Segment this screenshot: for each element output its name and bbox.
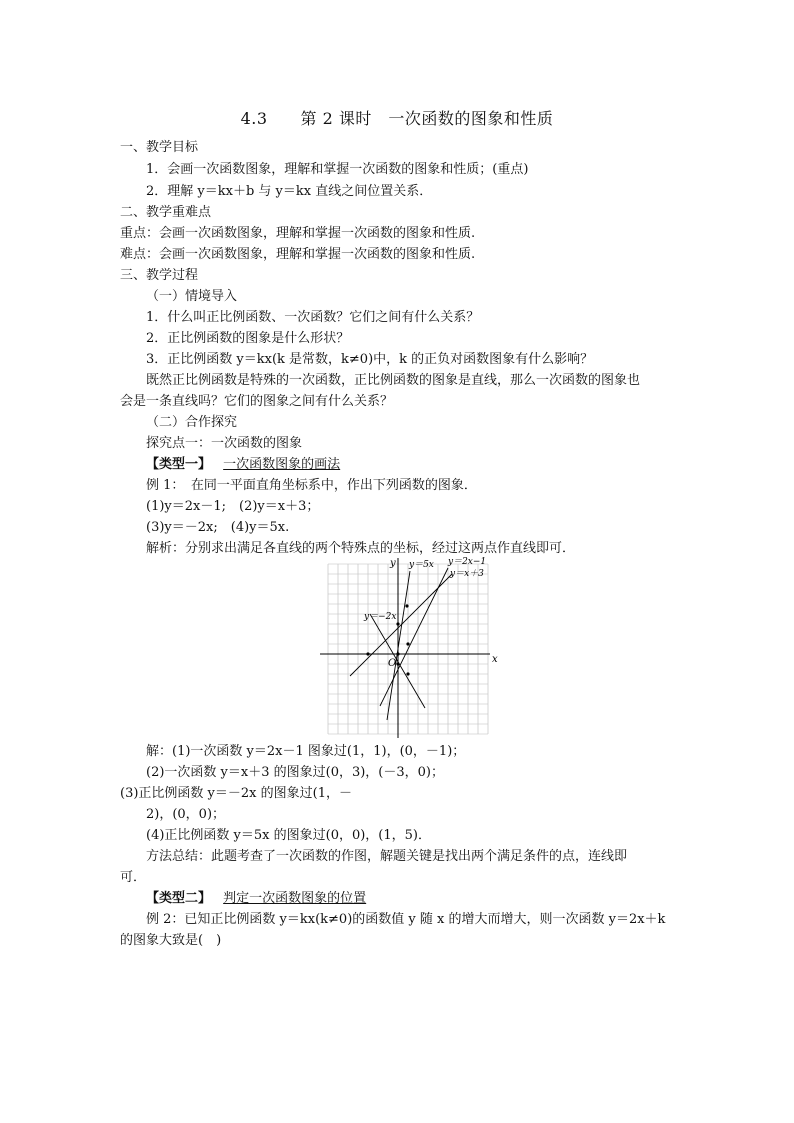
- type-2-tag: 【类型二】: [146, 891, 212, 906]
- key-point: 重点：会画一次函数图象，理解和掌握一次函数的图象和性质.: [120, 226, 476, 241]
- example-2-line-2: 的图象大致是( ): [120, 933, 222, 948]
- solution-1: 解：(1)一次函数 y＝2x－1 图象过(1，1)，(0，－1)；: [146, 744, 466, 759]
- type-2-heading: [146, 889, 366, 909]
- point-1-neg2: [406, 672, 409, 675]
- question-1: 1．什么叫正比例函数、一次函数？它们之间有什么关系？: [146, 310, 480, 325]
- type-1-tag: 【类型一】: [146, 457, 212, 472]
- example-2-line-1: 例 2：已知正比例函数 y＝kx(k≠0)的函数值 y 随 x 的增大而增大，则一次函数 y＝2x＋k: [146, 912, 666, 927]
- type-1-title: 一次函数图象的画法: [223, 457, 341, 472]
- difficult-point: 难点：会画一次函数图象，理解和掌握一次函数的图象和性质.: [120, 247, 476, 262]
- origin-label: O: [388, 658, 397, 669]
- intro-paragraph-line-2: 会是一条直线吗？它们的图象之间有什么关系？: [120, 394, 394, 409]
- label-y-5x: y＝5x: [409, 560, 434, 570]
- analysis: 解析：分别求出满足各直线的两个特殊点的坐标，经过这两点作直线即可．: [146, 541, 576, 556]
- question-2: 2．正比例函数的图象是什么形状？: [146, 331, 350, 346]
- point-0-neg1: [396, 662, 399, 665]
- label-y-neg2x: y＝−2x: [364, 612, 397, 622]
- section-process-heading: 三、教学过程: [120, 268, 199, 283]
- method-summary-line-2: 可．: [120, 870, 147, 885]
- objective-1: 1．会画一次函数图象，理解和掌握一次函数的图象和性质；(重点): [146, 162, 529, 177]
- y-axis-label: y: [390, 558, 396, 569]
- point-origin: [396, 652, 399, 655]
- solution-3-line-1: (3)正比例函数 y＝－2x 的图象过(1，－: [120, 786, 352, 801]
- example-1-functions-a: (1)y＝2x－1; (2)y＝x＋3；: [146, 499, 320, 514]
- point-0-3: [396, 622, 399, 625]
- lesson-title: 4.3 第 2 课时 一次函数的图象和性质: [240, 109, 554, 128]
- function-graph-figure: [320, 556, 500, 738]
- question-3: 3．正比例函数 y＝kx(k 是常数，k≠0)中，k 的正负对函数图象有什么影响？: [146, 352, 594, 367]
- subsection-cooperation: （二）合作探究: [146, 415, 238, 430]
- explore-point-1: 探究点一：一次函数的图象: [146, 436, 303, 451]
- type-2-title: 判定一次函数图象的位置: [223, 891, 367, 906]
- example-1-functions-b: (3)y＝－2x; (4)y＝5x.: [146, 520, 290, 535]
- objective-2: 2．理解 y＝kx＋b 与 y＝kx 直线之间位置关系．: [146, 184, 433, 199]
- subsection-intro: （一）情境导入: [146, 289, 238, 304]
- label-y-x-3: y＝x＋3: [450, 569, 484, 579]
- example-1: 例 1： 在同一平面直角坐标系中，作出下列函数的图象．: [146, 478, 477, 493]
- x-axis-label: x: [492, 654, 498, 665]
- solution-2: (2)一次函数 y＝x＋3 的图象过(0，3)，(－3，0)；: [146, 765, 444, 780]
- type-1-heading: [146, 455, 340, 475]
- solution-3-line-2: 2)，(0，0)；: [146, 807, 226, 822]
- point-1-1: [406, 642, 409, 645]
- intro-paragraph-line-1: 既然正比例函数是特殊的一次函数，正比例函数的图象是直线，那么一次函数的图象也: [146, 373, 641, 388]
- method-summary-line-1: 方法总结：此题考查了一次函数的作图，解题关键是找出两个满足条件的点，连线即: [146, 849, 628, 864]
- section-objectives-heading: 一、教学目标: [120, 140, 199, 155]
- line-y-x-3: [350, 574, 452, 676]
- point-1-5: [405, 604, 408, 607]
- label-y-2x-1: y＝2x−1: [448, 557, 487, 567]
- section-keypoints-heading: 二、教学重难点: [120, 205, 212, 220]
- solution-4: (4)正比例函数 y＝5x 的图象过(0，0)，(1，5)．: [146, 828, 431, 843]
- point-neg3-0: [366, 652, 369, 655]
